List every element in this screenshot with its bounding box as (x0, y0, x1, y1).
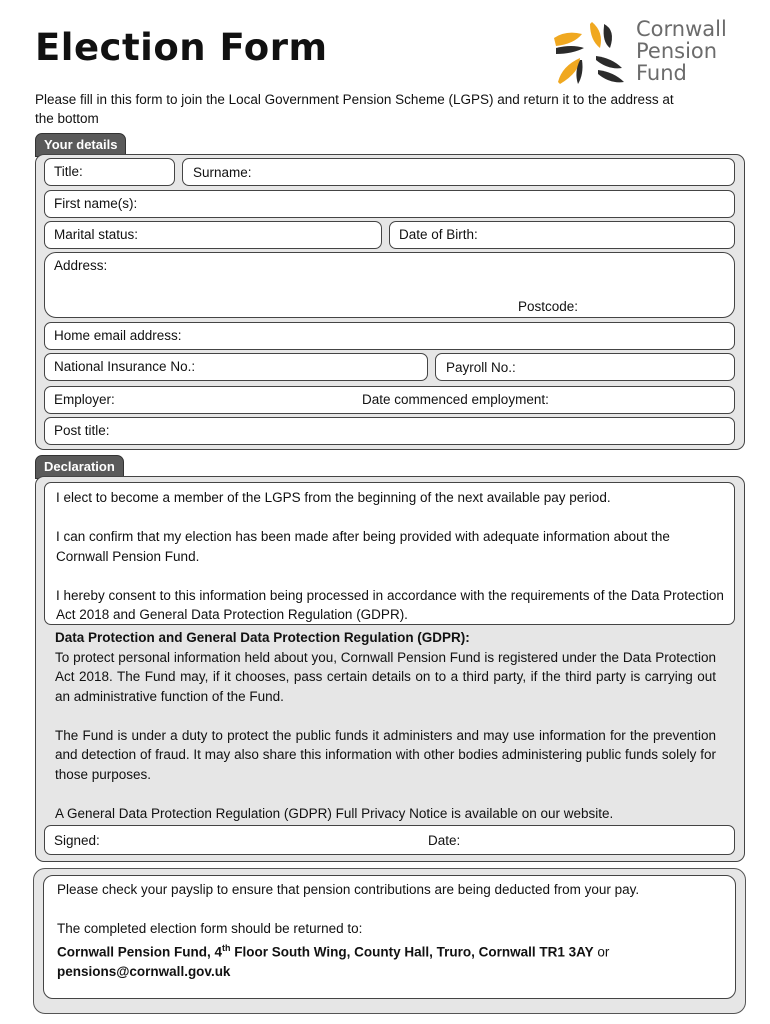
address-field[interactable]: Address: Postcode: (44, 252, 735, 318)
your-details-tab: Your details (35, 133, 126, 157)
surname-field[interactable]: Surname: (182, 158, 735, 186)
return-info-box (43, 875, 736, 999)
employer-field[interactable]: Employer: Date commenced employment: (44, 386, 735, 414)
gdpr-paragraph-1: To protect personal information held about you, Cornwall Pension Fund is registered under the Data Protection Act 2018. The Fund may, if it chooses, pass certain details on to a third party, if the third party is carrying out an administrative function of the Fund. (55, 649, 716, 704)
date-of-birth-field[interactable]: Date of Birth: (389, 221, 735, 249)
signature-field[interactable]: Signed: Date: (44, 825, 735, 855)
national-insurance-field[interactable]: National Insurance No.: (44, 353, 428, 381)
date-label: Date: (428, 833, 461, 848)
return-address: Cornwall Pension Fund, 4th Floor South Wing, County Hall, Truro, Cornwall TR1 3AY or (57, 942, 610, 959)
logo-wordmark: Cornwall Pension Fund (636, 17, 727, 85)
gdpr-heading: Data Protection and General Data Protection Regulation (GDPR): (55, 630, 470, 645)
marital-status-field[interactable]: Marital status: (44, 221, 382, 249)
post-title-field[interactable]: Post title: (44, 417, 735, 445)
declaration-statements-box (44, 482, 735, 625)
title-field[interactable]: Title: (44, 158, 175, 186)
first-names-field[interactable]: First name(s): (44, 190, 735, 218)
return-email: pensions@cornwall.gov.uk (57, 963, 231, 979)
return-intro: The completed election form should be returned to: (57, 921, 363, 936)
home-email-field[interactable]: Home email address: (44, 322, 735, 350)
payroll-number-field[interactable]: Payroll No.: (435, 353, 735, 381)
declaration-statement-1: I elect to become a member of the LGPS from the beginning of the next available pay period. (56, 490, 611, 505)
intro-text: Please fill in this form to join the Local Government Pension Scheme (LGPS) and return it to the address at the bottom (35, 92, 674, 126)
gdpr-notice (55, 628, 716, 823)
page-title: Election Form (35, 26, 328, 69)
gdpr-paragraph-3: A General Data Protection Regulation (GDPR) Full Privacy Notice is available on our website. (55, 805, 614, 821)
declaration-statement-3: I hereby consent to this information being processed in accordance with the requirements of the Data Protection Act 2018 and General Data Protection Regulation (GDPR). (56, 587, 724, 622)
gdpr-paragraph-2: The Fund is under a duty to protect the public funds it administers and may use information for the prevention and detection of fraud. It may also share this information with other bodies administering public funds solely for those purposes. (55, 727, 716, 782)
pinwheel-logo-icon (552, 18, 632, 86)
date-commenced-label: Date commenced employment: (362, 392, 549, 407)
payslip-note: Please check your payslip to ensure that pension contributions are being deducted from your pay. (57, 882, 640, 897)
postcode-label: Postcode: (518, 299, 579, 314)
declaration-tab: Declaration (35, 455, 124, 479)
declaration-statement-2: I can confirm that my election has been made after being provided with adequate information about the Cornwall Pension Fund. (56, 529, 670, 564)
